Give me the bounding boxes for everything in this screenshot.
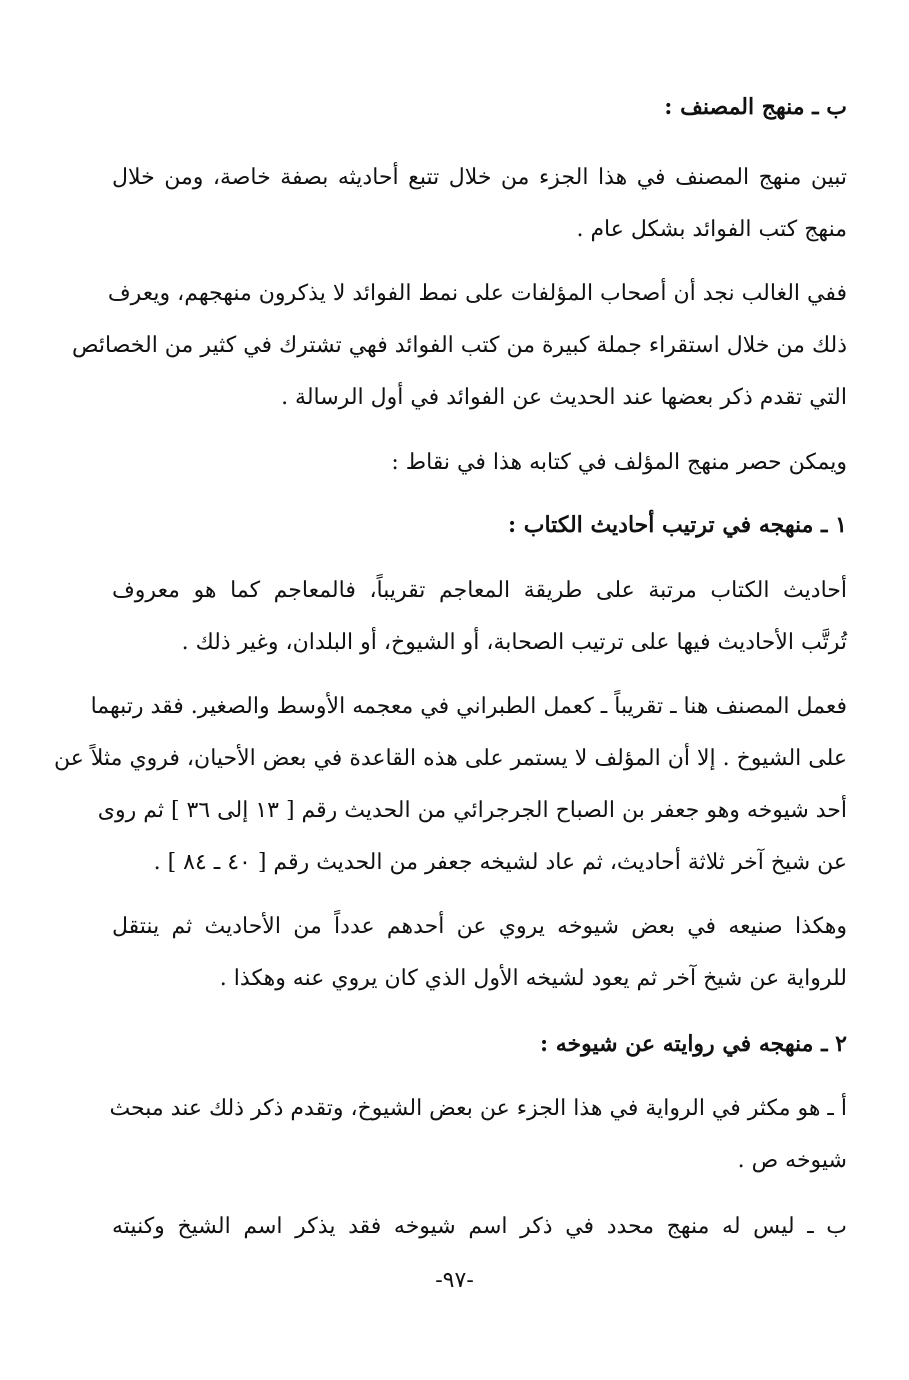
page-number: -٩٧-	[435, 1268, 474, 1293]
paragraph-line: ذلك من خلال استقراء جملة كبيرة من كتب الفوائد فهي تشترك في كثير من الخصائص	[71, 333, 847, 358]
paragraph-line: على الشيوخ . إلا أن المؤلف لا يستمر على هذه القاعدة في بعض الأحيان، فروي مثلاً عن	[54, 746, 847, 771]
heading-narration: ٢ ـ منهجه في روايته عن شيوخه :	[539, 1031, 847, 1057]
paragraph-line: ففي الغالب نجد أن أصحاب المؤلفات على نمط الفوائد لا يذكرون منهجهم، ويعرف	[107, 281, 847, 306]
paragraph-line: التي تقدم ذكر بعضها عند الحديث عن الفوائد في أول الرسالة .	[281, 385, 847, 410]
paragraph-line: تبين منهج المصنف في هذا الجزء من خلال تتبع أحاديثه بصفة خاصة، ومن خلال	[112, 165, 847, 190]
paragraph-line: ب ـ ليس له منهج محدد في ذكر اسم شيوخه فقد يذكر اسم الشيخ وكنيته	[112, 1214, 847, 1239]
heading-author-method: ب ـ منهج المصنف :	[664, 94, 847, 120]
paragraph-line: عن شيخ آخر ثلاثة أحاديث، ثم عاد لشيخه جعفر من الحديث رقم [ ٤٠ ـ ٨٤ ] .	[153, 850, 847, 875]
paragraph-line: أحد شيوخه وهو جعفر بن الصباح الجرجرائي من الحديث رقم [ ١٣ إلى ٣٦ ] ثم روى	[97, 798, 847, 823]
paragraph-line: للرواية عن شيخ آخر ثم يعود لشيخه الأول الذي كان يروي عنه وهكذا .	[219, 966, 847, 991]
paragraph-line: شيوخه ص .	[737, 1148, 847, 1173]
paragraph-line: تُرتَّب الأحاديث فيها على ترتيب الصحابة، أو الشيوخ، أو البلدان، وغير ذلك .	[181, 630, 847, 655]
paragraph-line: أحاديث الكتاب مرتبة على طريقة المعاجم تقريباً، فالمعاجم كما هو معروف	[112, 578, 847, 603]
paragraph-line: منهج كتب الفوائد بشكل عام .	[576, 217, 847, 242]
paragraph-line: أ ـ هو مكثر في الرواية في هذا الجزء عن بعض الشيوخ، وتقدم ذكر ذلك عند مبحث	[109, 1096, 847, 1121]
paragraph-line: ويمكن حصر منهج المؤلف في كتابه هذا في نقاط :	[391, 450, 847, 475]
paragraph-line: فعمل المصنف هنا ـ تقريباً ـ كعمل الطبراني في معجمه الأوسط والصغير. فقد رتبهما	[90, 694, 847, 719]
paragraph-line: وهكذا صنيعه في بعض شيوخه يروي عن أحدهم عدداً من الأحاديث ثم ينتقل	[112, 914, 847, 939]
heading-ordering: ١ ـ منهجه في ترتيب أحاديث الكتاب :	[507, 512, 847, 538]
